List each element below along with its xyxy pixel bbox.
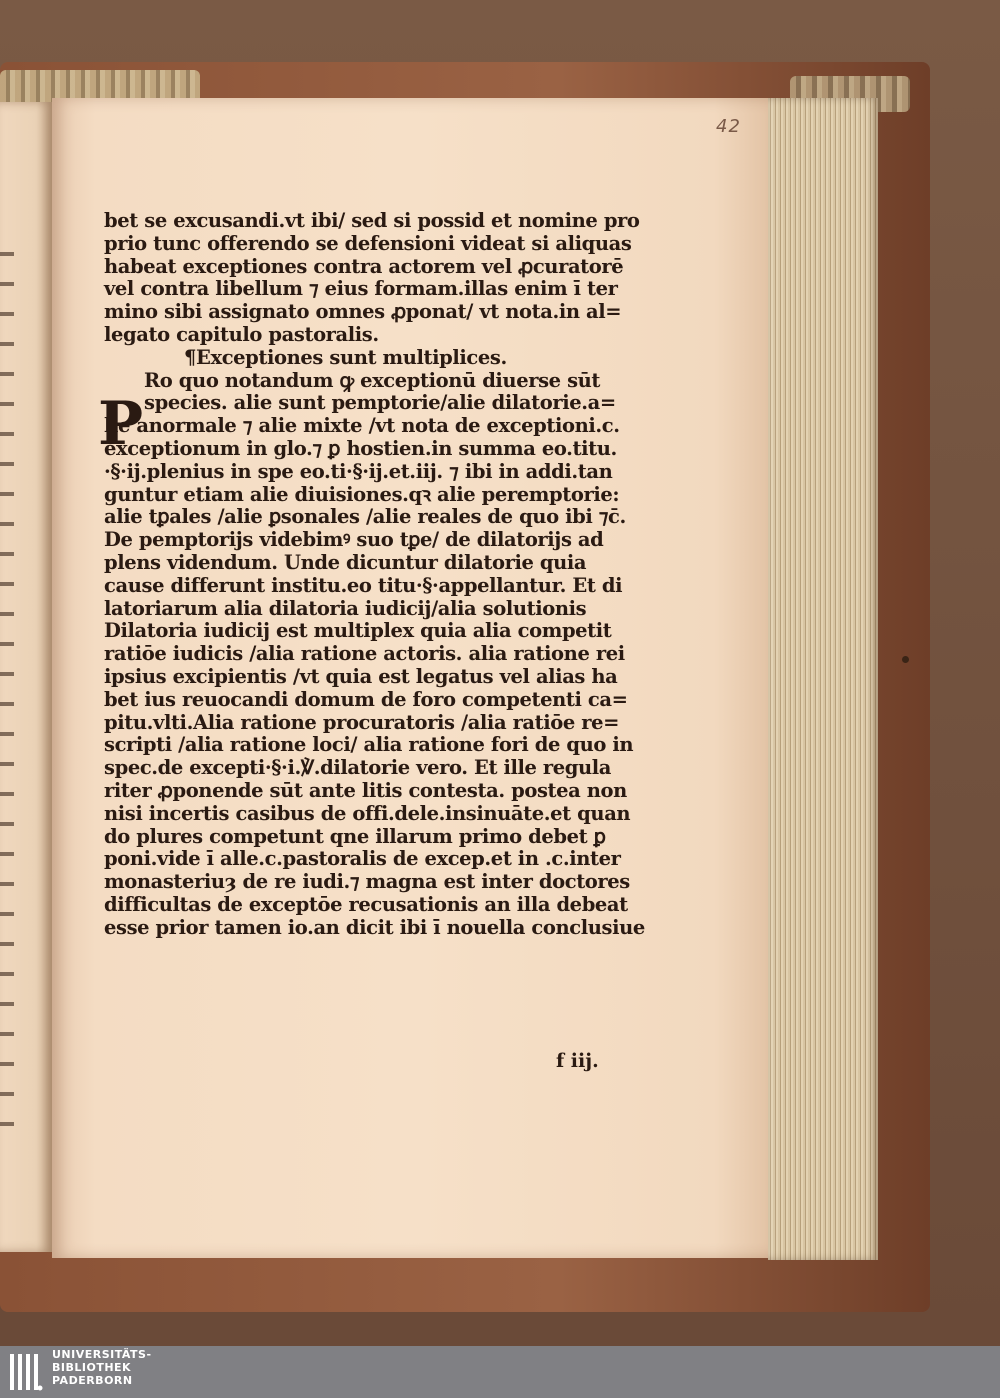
text-line: bet se excusandi.vt ibi/ sed si possid et nomine pro — [104, 209, 640, 232]
text-line: difficultas de exceptōe recusationis an illa debeat — [104, 892, 628, 916]
left-page-text-edge — [0, 252, 14, 1152]
library-name-line: PADERBORN — [52, 1374, 133, 1387]
text-line: prio tunc offerendo se defensioni videat si aliquas — [104, 231, 632, 255]
text-line: Dilatoria iudicij est multiplex quia alia competit — [104, 619, 612, 643]
folio-number: 42 — [716, 116, 741, 137]
signature-mark: f iij. — [556, 1050, 599, 1072]
text-line: cause differunt institu.eo titu·§·appellantur. Et di — [104, 573, 623, 597]
text-line: species. alie sunt pemptorie/alie dilatorie.a= — [144, 391, 616, 415]
text-line: ipsius excipientis /vt quia est legatus vel alias ha — [104, 664, 618, 688]
library-name-line: BIBLIOTHEK — [52, 1361, 132, 1374]
text-line: latoriarum alia dilatoria iudicij/alia solutionis — [104, 596, 587, 620]
text-line: poni.vide ī alle.c.pastoralis de excep.et in .c.inter — [104, 847, 621, 871]
text-line: plens videndum. Unde dicuntur dilatorie quia — [104, 550, 587, 574]
text-line: do plures competunt qne illarum primo debet ꝑ — [104, 824, 606, 848]
text-block — [98, 209, 645, 1072]
text-line: Ro quo notandum ꝙ exceptionū diuerse sūt — [144, 368, 601, 392]
text-line: legato capitulo pastoralis. — [104, 322, 379, 346]
text-line: alie tꝑales /alie ꝑsonales /alie reales de quo ibi ⁊c̄. — [104, 505, 626, 529]
text-line: guntur etiam alie diuisiones.qꝛ alie peremptorie: — [104, 482, 620, 506]
text-line: bet ius reuocandi domum de foro competenti ca= — [104, 687, 628, 711]
worm-hole — [902, 656, 909, 663]
text-line: pitu.vlti.Alia ratione procuratoris /alia ratiōe re= — [104, 710, 620, 734]
left-page — [0, 102, 52, 1252]
text-line: habeat exceptiones contra actorem vel ꝓcuratorē — [104, 254, 624, 278]
library-logo-icon — [6, 1352, 44, 1392]
text-line: lie anormale ⁊ alie mixte /vt nota de exceptioni.c. — [104, 414, 620, 438]
text-line: nisi incertis casibus de offi.dele.insinuāte.et quan — [104, 801, 631, 825]
text-line: exceptionum in glo.⁊ ꝑ hostien.in summa eo.titu. — [104, 436, 617, 460]
section-heading: ¶Exceptiones sunt multiplices. — [184, 345, 507, 369]
text-line: scripti /alia ratione loci/ alia ratione fori de quo in — [104, 733, 634, 757]
library-name-line: UNIVERSITÄTS- — [52, 1348, 152, 1361]
text-line: esse prior tamen io.an dicit ibi ī nouella conclusiue — [104, 915, 645, 939]
page-fore-edge — [768, 98, 878, 1260]
text-line: vel contra libellum ⁊ eius formam.illas enim ī ter — [104, 277, 618, 301]
library-name — [52, 1348, 152, 1387]
text-line: De pemptorijs videbimꝰ suo tꝑe/ de dilatorijs ad — [104, 528, 604, 552]
text-line: monasteriuȝ de re iudi.⁊ magna est inter doctores — [104, 870, 630, 894]
text-line: ·§·ij.plenius in spe eo.ti·§·ij.et.iij. ⁊ ibi in addi.tan — [104, 459, 613, 483]
drop-cap-initial: P — [98, 389, 144, 459]
text-line: ratiōe iudicis /alia ratione actoris. alia ratione rei — [104, 642, 625, 666]
text-line: mino sibi assignato omnes ꝓponat/ vt nota.in al= — [104, 300, 622, 324]
text-line: spec.de excepti·§·i.℣.dilatorie vero. Et ille regula — [104, 756, 612, 780]
text-line: riter ꝓponende sūt ante litis contesta. postea non — [104, 778, 627, 802]
